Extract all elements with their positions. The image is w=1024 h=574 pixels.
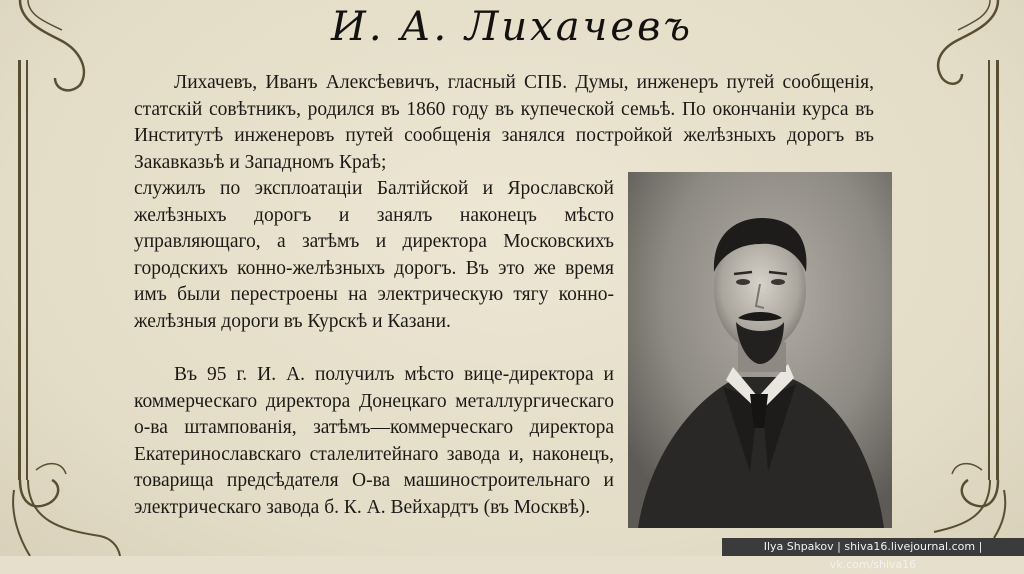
paragraph-1: Лихачевъ, Иванъ Алексѣевичъ, гласный СПБ. Думы, инженеръ путей сообщенія, статскій совѣтникъ, родился въ 1860 году въ купеческой семьѣ. По окончаніи курса въ Институтѣ инженеровъ путей сообщенія занялся постройкой желѣзныхъ дорогъ въ Закавказьѣ и Западномъ Краѣ; (134, 72, 874, 173)
paragraph-3: Въ 95 г. И. А. получилъ мѣсто вице-директора и коммерческаго директора Донецкаго металлургическаго о-ва штампованія, затѣмъ—коммерческаго директора Екатеринославскаго сталелитейнаго завода и, наконецъ, товарища предсѣдателя О-ва машиностроительнаго и электрическаго завода б. К. А. Вейхардтъ (въ Москвѣ). (134, 364, 614, 518)
portrait-photo (628, 172, 892, 528)
article-title: И. А. Лихачевъ (330, 4, 694, 50)
right-ornament-icon (894, 0, 1024, 556)
left-ornament-icon (0, 0, 130, 556)
watermark-credit: Ilya Shpakov | shiva16.livejournal.com | vk.com/shiva16 (722, 538, 1024, 556)
paragraph-2: служилъ по эксплоатаціи Балтійской и Ярославской желѣзныхъ дорогъ и занялъ наконецъ мѣсто управляющаго, а затѣмъ и директора Московскихъ городскихъ конно-желѣзныхъ дорогъ. Въ это же время имъ были перестроены на электрическую тягу конно-желѣзныя дороги въ Курскѣ и Казани. (134, 178, 614, 332)
